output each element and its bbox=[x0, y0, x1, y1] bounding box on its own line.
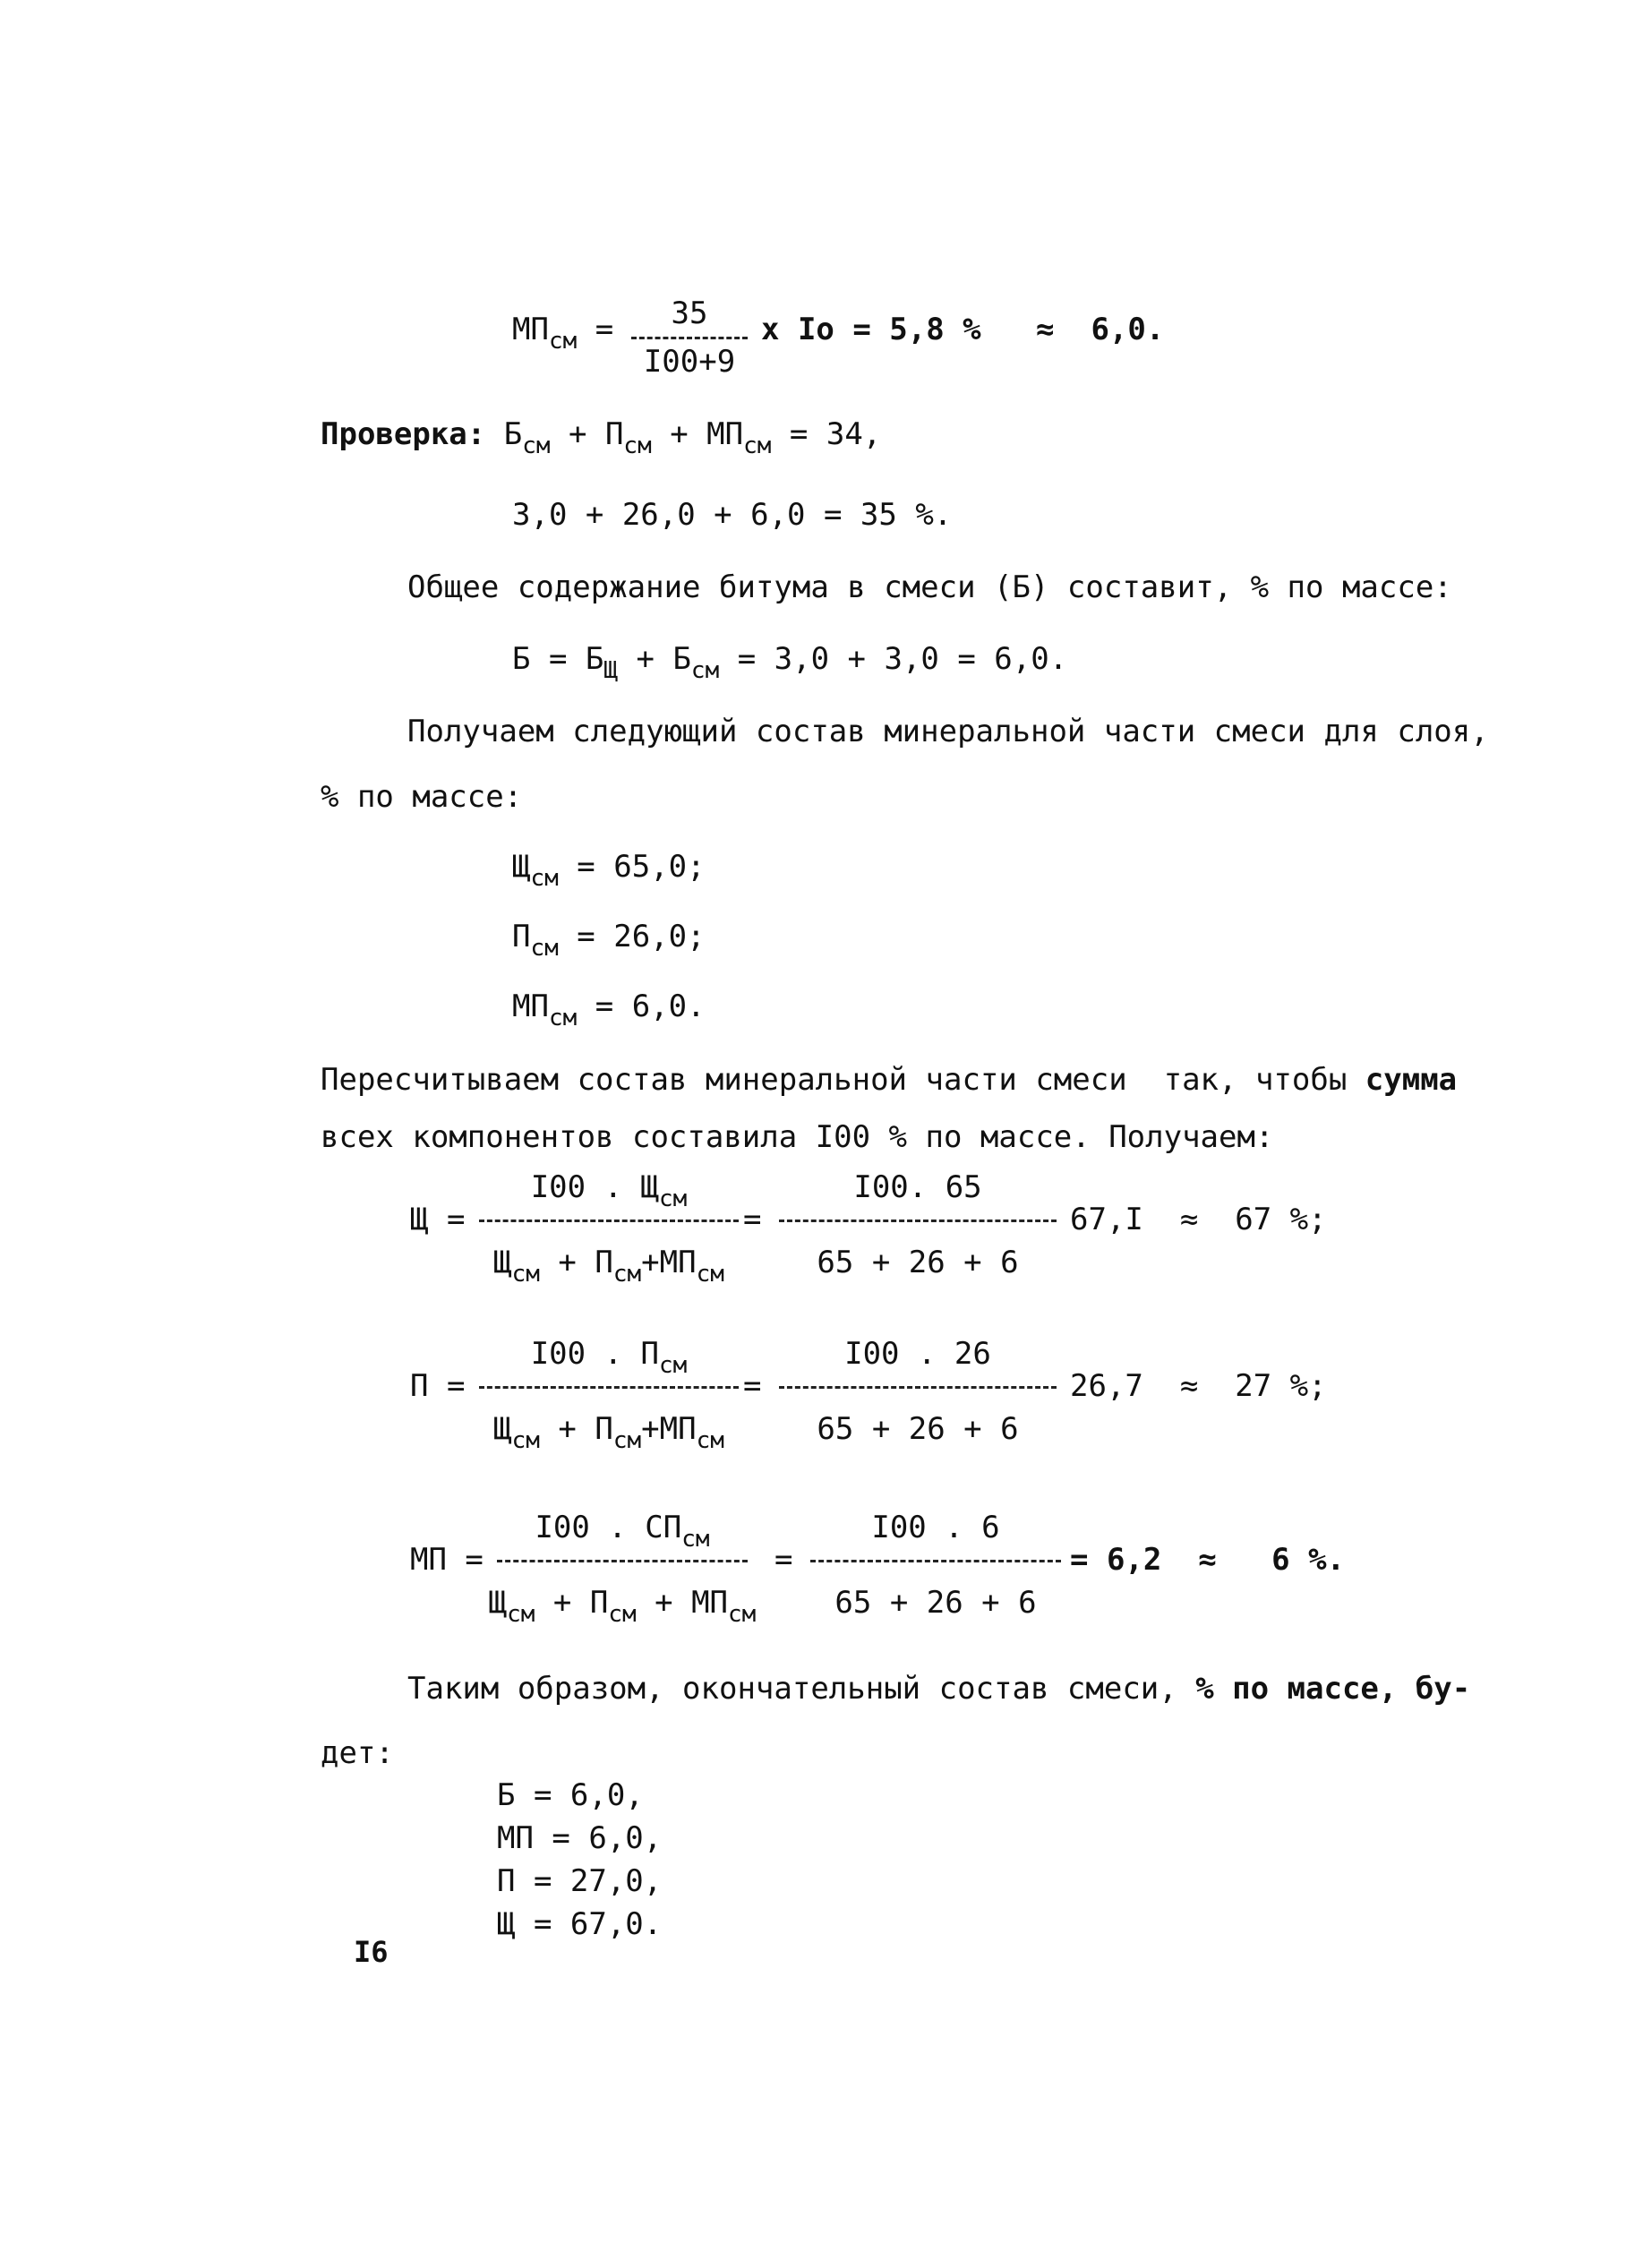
final-item: МП = 6,0, bbox=[497, 1820, 663, 1856]
fraction-lhs: П = bbox=[410, 1368, 466, 1404]
check-calc: 3,0 + 26,0 + 6,0 = 35 %. bbox=[512, 497, 953, 533]
fraction-bar bbox=[479, 1386, 739, 1389]
fraction-denominator-2: 65 + 26 + 6 bbox=[817, 1245, 1019, 1280]
mineral-item: $П_{см} = 26,0$; bbox=[512, 919, 706, 962]
final-item: П = 27,0, bbox=[497, 1863, 663, 1899]
final-item: Щ = 67,0. bbox=[497, 1906, 663, 1942]
fraction-numerator-2: I00 . 6 bbox=[871, 1510, 1000, 1545]
fraction-denominator-2: 65 + 26 + 6 bbox=[834, 1585, 1037, 1621]
fraction-denominator: $Щ_{см} + П_{см}+МП_{см}$ bbox=[493, 1245, 724, 1288]
fraction-result: = 6,2 ≈ 6 %. bbox=[1070, 1542, 1346, 1578]
fraction-result: 67,I ≈ 67 %; bbox=[1070, 1202, 1327, 1237]
final-text-2: дет: bbox=[321, 1735, 394, 1771]
fraction-numerator-2: I00 . 26 bbox=[844, 1336, 991, 1372]
fraction-bar bbox=[479, 1220, 739, 1222]
final-text-1: Таким образом, окончательный состав смеси, % по массе, бу- bbox=[407, 1671, 1471, 1707]
fraction-lhs: Щ = bbox=[410, 1202, 466, 1237]
fraction-bar-2 bbox=[779, 1386, 1057, 1389]
fraction-result: 26,7 ≈ 27 %; bbox=[1070, 1368, 1327, 1404]
fraction-eq: = bbox=[743, 1368, 762, 1404]
fraction-bar-2 bbox=[779, 1220, 1057, 1222]
fraction-numerator-2: I00. 65 bbox=[853, 1169, 982, 1205]
mp-formula-result: x Iо = 5,8 % ≈ 6,0. bbox=[761, 312, 1165, 347]
mineral-item: $МП_{см} = 6,0$. bbox=[512, 989, 706, 1031]
fraction-denominator-2: 65 + 26 + 6 bbox=[817, 1411, 1019, 1447]
mp-formula-denominator: I00+9 bbox=[643, 344, 736, 380]
fraction-denominator: $Щ_{см} + П_{см} + МП_{см}$ bbox=[488, 1585, 757, 1628]
mineral-item: $Щ_{см} = 65,0$; bbox=[512, 849, 706, 892]
fraction-eq: = bbox=[743, 1202, 762, 1237]
recalc-text-1: Пересчитываем состав минеральной части смеси так, чтобы сумма bbox=[321, 1062, 1458, 1098]
fraction-numerator: I00 . $СП_{см}$ bbox=[535, 1510, 710, 1553]
fraction-lhs: МП = bbox=[410, 1542, 483, 1578]
page-number: I6 bbox=[354, 1935, 389, 1969]
fraction-numerator: I00 . $Щ_{см}$ bbox=[530, 1169, 688, 1212]
recalc-text-2: всех компонентов составила I00 % по массе. Получаем: bbox=[321, 1119, 1274, 1155]
fraction-denominator: $Щ_{см} + П_{см}+МП_{см}$ bbox=[493, 1411, 724, 1454]
mp-formula-fraction-bar bbox=[631, 337, 748, 339]
check-line: Проверка: $Б_{см} + П_{см} + МП_{см} = 34$, bbox=[321, 416, 882, 459]
mineral-text-2: % по массе: bbox=[321, 779, 523, 815]
bitumen-formula: $Б = Б_Щ + Б_{см} = 3,0 + 3,0 = 6,0$. bbox=[512, 641, 1068, 684]
mp-formula-lhs: $МП_{см}$ = bbox=[512, 312, 614, 355]
final-item: Б = 6,0, bbox=[497, 1777, 644, 1813]
mp-formula-numerator: 35 bbox=[671, 295, 708, 331]
fraction-eq: = bbox=[774, 1542, 793, 1578]
bitumen-text: Общее содержание битума в смеси (Б) составит, % по массе: bbox=[407, 569, 1452, 605]
mineral-text-1: Получаем следующий состав минеральной части смеси для слоя, bbox=[407, 714, 1489, 749]
fraction-bar-2 bbox=[810, 1560, 1061, 1562]
fraction-numerator: I00 . $П_{см}$ bbox=[530, 1336, 688, 1379]
fraction-bar bbox=[497, 1560, 748, 1562]
